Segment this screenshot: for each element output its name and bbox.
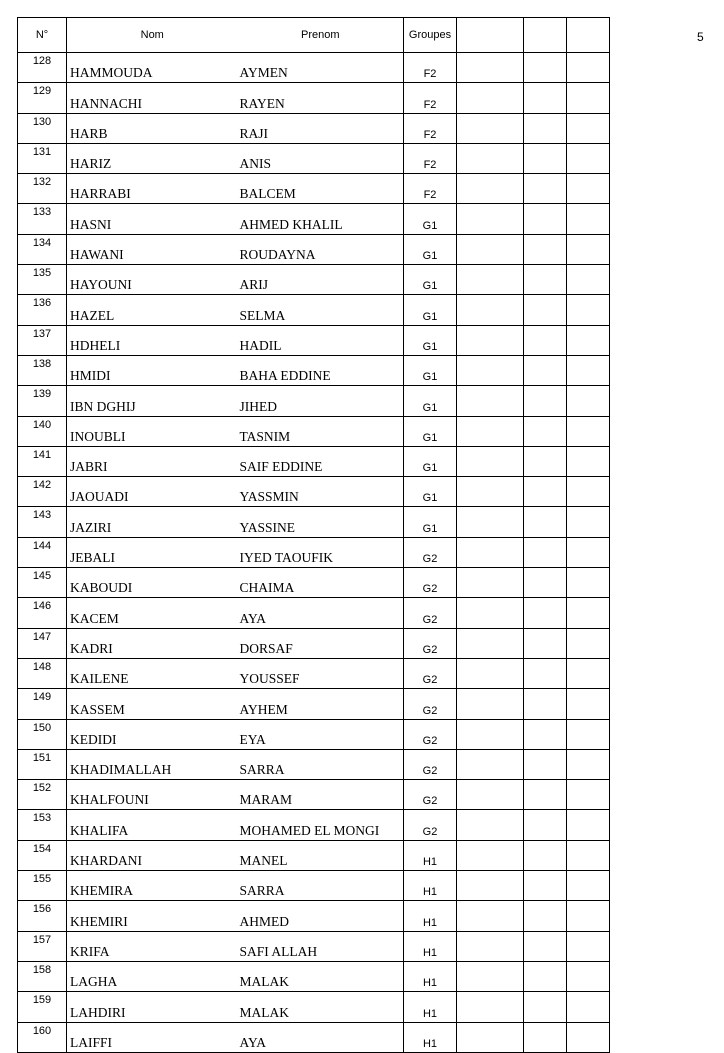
group-cell: G1 [404, 386, 457, 416]
last-name-cell: KASSEM [67, 689, 238, 719]
blank-cell-3 [567, 477, 610, 507]
blank-cell-2 [524, 568, 567, 598]
last-name-cell: JEBALI [67, 537, 238, 567]
blank-cell-3 [567, 901, 610, 931]
blank-cell-3 [567, 992, 610, 1022]
first-name-cell: MANEL [238, 840, 404, 870]
blank-cell-3 [567, 265, 610, 295]
blank-cell-1 [457, 507, 524, 537]
first-name-cell: MARAM [238, 780, 404, 810]
blank-cell-2 [524, 416, 567, 446]
table-row [18, 658, 610, 688]
blank-cell-2 [524, 143, 567, 173]
row-number: 139 [18, 386, 67, 416]
blank-cell-2 [524, 355, 567, 385]
group-cell: H1 [404, 840, 457, 870]
table-row [18, 204, 610, 234]
blank-cell-2 [524, 689, 567, 719]
group-cell: G1 [404, 265, 457, 295]
row-number: 156 [18, 901, 67, 931]
blank-cell-2 [524, 780, 567, 810]
table-row [18, 507, 610, 537]
group-cell: G2 [404, 568, 457, 598]
blank-cell-1 [457, 477, 524, 507]
table-row [18, 901, 610, 931]
first-name-cell: CHAIMA [238, 568, 404, 598]
blank-cell-3 [567, 143, 610, 173]
blank-cell-3 [567, 568, 610, 598]
table-row [18, 568, 610, 598]
blank-cell-2 [524, 507, 567, 537]
blank-cell-1 [457, 386, 524, 416]
blank-cell-2 [524, 810, 567, 840]
blank-cell-1 [457, 204, 524, 234]
blank-cell-1 [457, 749, 524, 779]
table-row [18, 386, 610, 416]
first-name-cell: MALAK [238, 961, 404, 991]
blank-cell-3 [567, 83, 610, 113]
blank-cell-2 [524, 204, 567, 234]
table-row [18, 749, 610, 779]
blank-cell-2 [524, 840, 567, 870]
table-row [18, 961, 610, 991]
row-number: 131 [18, 143, 67, 173]
blank-cell-2 [524, 658, 567, 688]
blank-cell-2 [524, 1022, 567, 1052]
group-cell: H1 [404, 961, 457, 991]
row-number: 142 [18, 477, 67, 507]
first-name-cell: AHMED KHALIL [238, 204, 404, 234]
last-name-cell: HDHELI [67, 325, 238, 355]
last-name-cell: KADRI [67, 628, 238, 658]
first-name-cell: ROUDAYNA [238, 234, 404, 264]
first-name-cell: BALCEM [238, 174, 404, 204]
blank-cell-2 [524, 598, 567, 628]
table-row [18, 840, 610, 870]
blank-cell-3 [567, 446, 610, 476]
group-cell: G2 [404, 537, 457, 567]
row-number: 151 [18, 749, 67, 779]
blank-cell-1 [457, 113, 524, 143]
first-name-cell: TASNIM [238, 416, 404, 446]
first-name-cell: SAFI ALLAH [238, 931, 404, 961]
table-row [18, 1022, 610, 1052]
last-name-cell: KHEMIRA [67, 871, 238, 901]
blank-cell-1 [457, 174, 524, 204]
last-name-cell: JAZIRI [67, 507, 238, 537]
first-name-cell: HADIL [238, 325, 404, 355]
blank-cell-1 [457, 355, 524, 385]
blank-cell-1 [457, 537, 524, 567]
blank-cell-3 [567, 871, 610, 901]
first-name-cell: SAIF EDDINE [238, 446, 404, 476]
last-name-cell: LAHDIRI [67, 992, 238, 1022]
student-roster-table [17, 17, 610, 1053]
blank-cell-3 [567, 840, 610, 870]
last-name-cell: KHARDANI [67, 840, 238, 870]
first-name-cell: RAYEN [238, 83, 404, 113]
group-cell: H1 [404, 931, 457, 961]
row-number: 129 [18, 83, 67, 113]
last-name-cell: KHALFOUNI [67, 780, 238, 810]
table-row [18, 265, 610, 295]
row-number: 160 [18, 1022, 67, 1052]
last-name-cell: IBN DGHIJ [67, 386, 238, 416]
group-cell: G1 [404, 507, 457, 537]
group-cell: G1 [404, 446, 457, 476]
first-name-cell: JIHED [238, 386, 404, 416]
table-row [18, 83, 610, 113]
blank-cell-2 [524, 719, 567, 749]
blank-cell-1 [457, 1022, 524, 1052]
table-row [18, 719, 610, 749]
last-name-cell: HAZEL [67, 295, 238, 325]
header-groups: Groupes [404, 18, 457, 53]
table-row [18, 113, 610, 143]
row-number: 158 [18, 961, 67, 991]
blank-cell-1 [457, 325, 524, 355]
blank-cell-1 [457, 901, 524, 931]
last-name-cell: KHADIMALLAH [67, 749, 238, 779]
last-name-cell: KRIFA [67, 931, 238, 961]
first-name-cell: MALAK [238, 992, 404, 1022]
blank-cell-1 [457, 810, 524, 840]
row-number: 147 [18, 628, 67, 658]
last-name-cell: KHEMIRI [67, 901, 238, 931]
table-row [18, 174, 610, 204]
last-name-cell: HAMMOUDA [67, 53, 238, 83]
table-header-row [18, 18, 610, 53]
blank-cell-2 [524, 265, 567, 295]
row-number: 155 [18, 871, 67, 901]
blank-cell-3 [567, 355, 610, 385]
group-cell: G2 [404, 749, 457, 779]
first-name-cell: DORSAF [238, 628, 404, 658]
first-name-cell: EYA [238, 719, 404, 749]
blank-cell-2 [524, 749, 567, 779]
last-name-cell: KABOUDI [67, 568, 238, 598]
blank-cell-1 [457, 416, 524, 446]
first-name-cell: YOUSSEF [238, 658, 404, 688]
blank-cell-1 [457, 931, 524, 961]
blank-cell-3 [567, 749, 610, 779]
blank-cell-2 [524, 113, 567, 143]
first-name-cell: AYHEM [238, 689, 404, 719]
group-cell: H1 [404, 901, 457, 931]
table-row [18, 325, 610, 355]
row-number: 134 [18, 234, 67, 264]
first-name-cell: IYED TAOUFIK [238, 537, 404, 567]
blank-cell-2 [524, 83, 567, 113]
table-row [18, 477, 610, 507]
header-blank-column-1 [457, 18, 524, 53]
blank-cell-1 [457, 265, 524, 295]
row-number: 128 [18, 53, 67, 83]
table-row [18, 416, 610, 446]
first-name-cell: SELMA [238, 295, 404, 325]
header-blank-column-3 [567, 18, 610, 53]
row-number: 146 [18, 598, 67, 628]
blank-cell-3 [567, 1022, 610, 1052]
table-row [18, 598, 610, 628]
blank-cell-2 [524, 477, 567, 507]
row-number: 154 [18, 840, 67, 870]
blank-cell-3 [567, 204, 610, 234]
table-row [18, 689, 610, 719]
group-cell: G1 [404, 355, 457, 385]
group-cell: G1 [404, 234, 457, 264]
row-number: 136 [18, 295, 67, 325]
blank-cell-1 [457, 780, 524, 810]
group-cell: G1 [404, 416, 457, 446]
row-number: 144 [18, 537, 67, 567]
blank-cell-3 [567, 961, 610, 991]
blank-cell-2 [524, 537, 567, 567]
table-row [18, 234, 610, 264]
blank-cell-3 [567, 628, 610, 658]
group-cell: F2 [404, 53, 457, 83]
last-name-cell: INOUBLI [67, 416, 238, 446]
table-row [18, 143, 610, 173]
blank-cell-1 [457, 143, 524, 173]
blank-cell-1 [457, 53, 524, 83]
first-name-cell: SARRA [238, 871, 404, 901]
blank-cell-3 [567, 507, 610, 537]
blank-cell-2 [524, 931, 567, 961]
blank-cell-3 [567, 931, 610, 961]
blank-cell-1 [457, 992, 524, 1022]
group-cell: F2 [404, 174, 457, 204]
row-number: 133 [18, 204, 67, 234]
blank-cell-3 [567, 658, 610, 688]
group-cell: G1 [404, 204, 457, 234]
blank-cell-1 [457, 628, 524, 658]
last-name-cell: KACEM [67, 598, 238, 628]
last-name-cell: LAGHA [67, 961, 238, 991]
row-number: 132 [18, 174, 67, 204]
row-number: 140 [18, 416, 67, 446]
page-number: 5 [697, 30, 704, 44]
group-cell: G2 [404, 780, 457, 810]
table-row [18, 628, 610, 658]
blank-cell-1 [457, 234, 524, 264]
blank-cell-1 [457, 840, 524, 870]
blank-cell-1 [457, 689, 524, 719]
group-cell: G2 [404, 598, 457, 628]
blank-cell-1 [457, 568, 524, 598]
first-name-cell: SARRA [238, 749, 404, 779]
blank-cell-3 [567, 537, 610, 567]
blank-cell-2 [524, 901, 567, 931]
table-row [18, 810, 610, 840]
group-cell: H1 [404, 871, 457, 901]
table-row [18, 446, 610, 476]
group-cell: F2 [404, 83, 457, 113]
blank-cell-3 [567, 689, 610, 719]
last-name-cell: KEDIDI [67, 719, 238, 749]
group-cell: H1 [404, 992, 457, 1022]
blank-cell-2 [524, 871, 567, 901]
row-number: 141 [18, 446, 67, 476]
blank-cell-2 [524, 446, 567, 476]
last-name-cell: JABRI [67, 446, 238, 476]
table-row [18, 992, 610, 1022]
blank-cell-2 [524, 174, 567, 204]
group-cell: H1 [404, 1022, 457, 1052]
group-cell: G1 [404, 325, 457, 355]
blank-cell-3 [567, 53, 610, 83]
blank-cell-3 [567, 113, 610, 143]
last-name-cell: LAIFFI [67, 1022, 238, 1052]
table-row [18, 780, 610, 810]
blank-cell-3 [567, 719, 610, 749]
row-number: 135 [18, 265, 67, 295]
blank-cell-1 [457, 446, 524, 476]
blank-cell-1 [457, 961, 524, 991]
blank-cell-2 [524, 325, 567, 355]
table-row [18, 295, 610, 325]
first-name-cell: RAJI [238, 113, 404, 143]
row-number: 138 [18, 355, 67, 385]
group-cell: G2 [404, 810, 457, 840]
blank-cell-3 [567, 416, 610, 446]
blank-cell-1 [457, 295, 524, 325]
last-name-cell: HAWANI [67, 234, 238, 264]
row-number: 157 [18, 931, 67, 961]
row-number: 145 [18, 568, 67, 598]
last-name-cell: HAYOUNI [67, 265, 238, 295]
table-row [18, 355, 610, 385]
last-name-cell: KAILENE [67, 658, 238, 688]
group-cell: G2 [404, 719, 457, 749]
blank-cell-1 [457, 719, 524, 749]
blank-cell-3 [567, 234, 610, 264]
header-blank-column-2 [524, 18, 567, 53]
blank-cell-2 [524, 628, 567, 658]
blank-cell-3 [567, 325, 610, 355]
first-name-cell: ARIJ [238, 265, 404, 295]
row-number: 149 [18, 689, 67, 719]
first-name-cell: AYA [238, 598, 404, 628]
blank-cell-1 [457, 658, 524, 688]
table-row [18, 53, 610, 83]
blank-cell-2 [524, 961, 567, 991]
last-name-cell: JAOUADI [67, 477, 238, 507]
group-cell: G2 [404, 689, 457, 719]
group-cell: G1 [404, 295, 457, 325]
blank-cell-2 [524, 295, 567, 325]
first-name-cell: YASSMIN [238, 477, 404, 507]
group-cell: F2 [404, 143, 457, 173]
blank-cell-3 [567, 295, 610, 325]
first-name-cell: BAHA EDDINE [238, 355, 404, 385]
blank-cell-3 [567, 386, 610, 416]
group-cell: G2 [404, 658, 457, 688]
first-name-cell: MOHAMED EL MONGI [238, 810, 404, 840]
blank-cell-1 [457, 871, 524, 901]
last-name-cell: HARB [67, 113, 238, 143]
row-number: 130 [18, 113, 67, 143]
table-body [18, 53, 610, 1053]
last-name-cell: HANNACHI [67, 83, 238, 113]
row-number: 137 [18, 325, 67, 355]
header-last-name: Nom [67, 18, 238, 53]
blank-cell-2 [524, 53, 567, 83]
first-name-cell: YASSINE [238, 507, 404, 537]
blank-cell-3 [567, 598, 610, 628]
first-name-cell: AHMED [238, 901, 404, 931]
row-number: 153 [18, 810, 67, 840]
header-first-name: Prenom [238, 18, 404, 53]
row-number: 150 [18, 719, 67, 749]
row-number: 159 [18, 992, 67, 1022]
header-number: N° [18, 18, 67, 53]
last-name-cell: HARRABI [67, 174, 238, 204]
group-cell: G1 [404, 477, 457, 507]
row-number: 143 [18, 507, 67, 537]
table-row [18, 537, 610, 567]
blank-cell-3 [567, 174, 610, 204]
blank-cell-2 [524, 992, 567, 1022]
blank-cell-1 [457, 83, 524, 113]
blank-cell-2 [524, 386, 567, 416]
first-name-cell: AYA [238, 1022, 404, 1052]
group-cell: F2 [404, 113, 457, 143]
blank-cell-2 [524, 234, 567, 264]
group-cell: G2 [404, 628, 457, 658]
last-name-cell: HASNI [67, 204, 238, 234]
blank-cell-1 [457, 598, 524, 628]
last-name-cell: HMIDI [67, 355, 238, 385]
last-name-cell: KHALIFA [67, 810, 238, 840]
row-number: 152 [18, 780, 67, 810]
row-number: 148 [18, 658, 67, 688]
first-name-cell: AYMEN [238, 53, 404, 83]
table-row [18, 931, 610, 961]
blank-cell-3 [567, 810, 610, 840]
table-row [18, 871, 610, 901]
first-name-cell: ANIS [238, 143, 404, 173]
last-name-cell: HARIZ [67, 143, 238, 173]
blank-cell-3 [567, 780, 610, 810]
